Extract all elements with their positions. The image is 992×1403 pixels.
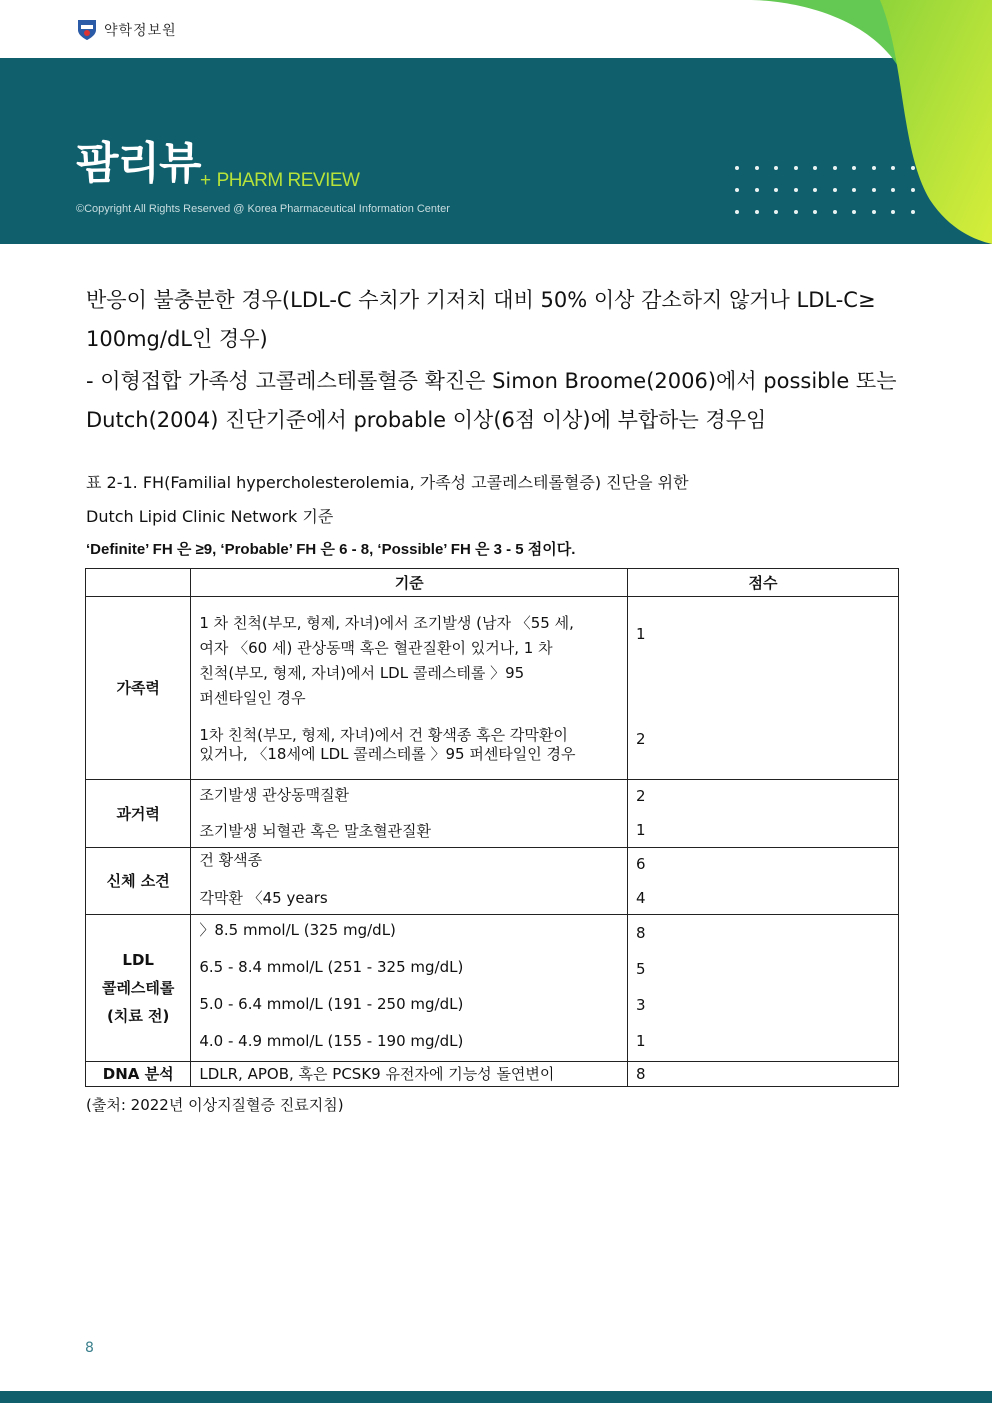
brand-title: 팜리뷰 bbox=[76, 138, 201, 189]
criterion-ldl-2: 6.5 - 8.4 mmol/L (251 - 325 mg/dL) bbox=[199, 958, 464, 976]
brand-sub-text: PHARM REVIEW bbox=[216, 170, 360, 191]
criteria-cell bbox=[191, 597, 628, 780]
score-cell bbox=[627, 780, 898, 848]
score-cell bbox=[627, 1062, 898, 1087]
table-row bbox=[86, 915, 899, 1062]
footer-bar bbox=[0, 1391, 992, 1403]
criterion-physical-2: 각막환 〈45 years bbox=[199, 889, 328, 907]
source-note: (출처: 2022년 이상지질혈증 진료지침) bbox=[86, 1096, 344, 1114]
dot-pattern bbox=[735, 166, 935, 232]
header-cell-empty bbox=[86, 569, 191, 597]
table-row bbox=[86, 780, 899, 848]
table-caption-line-1: 표 2-1. FH(Familial hypercholesterolemia, 가족성 고콜레스테롤혈증) 진단을 위한 bbox=[86, 473, 689, 492]
org-name: 약학정보원 bbox=[104, 23, 177, 39]
score-ldl-2: 5 bbox=[635, 960, 646, 978]
category-line: (치료 전) bbox=[106, 1007, 170, 1025]
criterion-dna: LDLR, APOB, 혹은 PCSK9 유전자에 기능성 돌연변이 bbox=[199, 1065, 555, 1083]
table-row bbox=[86, 597, 899, 780]
criterion-family-2 bbox=[199, 726, 619, 764]
criteria-cell bbox=[191, 780, 628, 848]
criterion-line: 퍼센타일인 경우 bbox=[199, 689, 306, 707]
criterion-ldl-4: 4.0 - 4.9 mmol/L (155 - 190 mg/dL) bbox=[199, 1032, 464, 1050]
score-ldl-4: 1 bbox=[635, 1032, 646, 1050]
brand-subtitle bbox=[200, 170, 359, 192]
category-physical-findings: 신체 소견 bbox=[86, 848, 191, 915]
score-ldl-1: 8 bbox=[635, 924, 646, 942]
score-cell bbox=[627, 915, 898, 1062]
brand-plus: + bbox=[200, 170, 211, 191]
category-dna-analysis: DNA 분석 bbox=[86, 1062, 191, 1087]
score-family-2: 2 bbox=[635, 730, 646, 748]
criterion-history-1: 조기발생 관상동맥질환 bbox=[199, 786, 350, 804]
criterion-physical-1: 건 황색종 bbox=[199, 851, 263, 869]
criteria-cell bbox=[191, 1062, 628, 1087]
table-row bbox=[86, 1062, 899, 1087]
criteria-cell bbox=[191, 915, 628, 1062]
score-history-2: 1 bbox=[635, 821, 646, 839]
header-score: 점수 bbox=[627, 569, 898, 597]
category-line: LDL bbox=[122, 951, 154, 969]
criterion-family-1 bbox=[199, 611, 619, 711]
page-number: 8 bbox=[85, 1340, 94, 1356]
score-cell bbox=[627, 597, 898, 780]
header-criteria: 기준 bbox=[191, 569, 628, 597]
body-line-4: Dutch(2004) 진단기준에서 probable 이상(6점 이상)에 부합하는 경우임 bbox=[86, 408, 767, 432]
category-family-history: 가족력 bbox=[86, 597, 191, 780]
category-past-history: 과거력 bbox=[86, 780, 191, 848]
criterion-history-2: 조기발생 뇌혈관 혹은 말초혈관질환 bbox=[199, 822, 432, 840]
criterion-line: 있거나, 〈18세에 LDL 콜레스테롤 〉95 퍼센타일인 경우 bbox=[199, 745, 576, 763]
criterion-line: 1차 친척(부모, 형제, 자녀)에서 건 황색종 혹은 각막환이 bbox=[199, 726, 568, 744]
category-ldl-cholesterol bbox=[86, 915, 191, 1062]
criterion-line: 여자 〈60 세) 관상동맥 혹은 혈관질환이 있거나, 1 차 bbox=[199, 639, 553, 657]
shield-logo-icon bbox=[76, 18, 98, 42]
criterion-ldl-3: 5.0 - 6.4 mmol/L (191 - 250 mg/dL) bbox=[199, 995, 464, 1013]
score-ldl-3: 3 bbox=[635, 996, 646, 1014]
score-physical-1: 6 bbox=[635, 855, 646, 873]
criterion-line: 1 차 친척(부모, 형제, 자녀)에서 조기발생 (남자 〈55 세, bbox=[199, 614, 574, 632]
criterion-ldl-1: 〉8.5 mmol/L (325 mg/dL) bbox=[199, 921, 396, 939]
score-history-1: 2 bbox=[635, 787, 646, 805]
table-header-row bbox=[86, 569, 899, 597]
criteria-cell bbox=[191, 848, 628, 915]
score-dna: 8 bbox=[635, 1065, 646, 1083]
body-line-3: - 이형접합 가족성 고콜레스테롤혈증 확진은 Simon Broome(2006)에서 possible 또는 bbox=[86, 369, 897, 393]
score-physical-2: 4 bbox=[635, 889, 646, 907]
table-row bbox=[86, 848, 899, 915]
category-line: 콜레스테롤 bbox=[101, 979, 175, 997]
top-bar bbox=[0, 0, 992, 58]
criterion-line: 친척(부모, 형제, 자녀)에서 LDL 콜레스테롤 〉95 bbox=[199, 664, 525, 682]
org-logo bbox=[76, 18, 177, 42]
score-family-1: 1 bbox=[635, 625, 646, 643]
copyright-notice: ©Copyright All Rights Reserved @ Korea Pharmaceutical Information Center bbox=[76, 203, 450, 215]
fh-criteria-table bbox=[85, 568, 899, 1087]
score-cell bbox=[627, 848, 898, 915]
table-caption-line-3: ‘Definite’ FH 은 ≥9, ‘Probable’ FH 은 6 - 8, ‘Possible’ FH 은 3 - 5 점이다. bbox=[86, 541, 576, 558]
table-caption-line-2: Dutch Lipid Clinic Network 기준 bbox=[86, 507, 334, 526]
body-line-1: 반응이 불충분한 경우(LDL-C 수치가 기저치 대비 50% 이상 감소하지 않거나 LDL-C≥ bbox=[86, 288, 876, 312]
body-line-2: 100mg/dL인 경우) bbox=[86, 327, 268, 351]
